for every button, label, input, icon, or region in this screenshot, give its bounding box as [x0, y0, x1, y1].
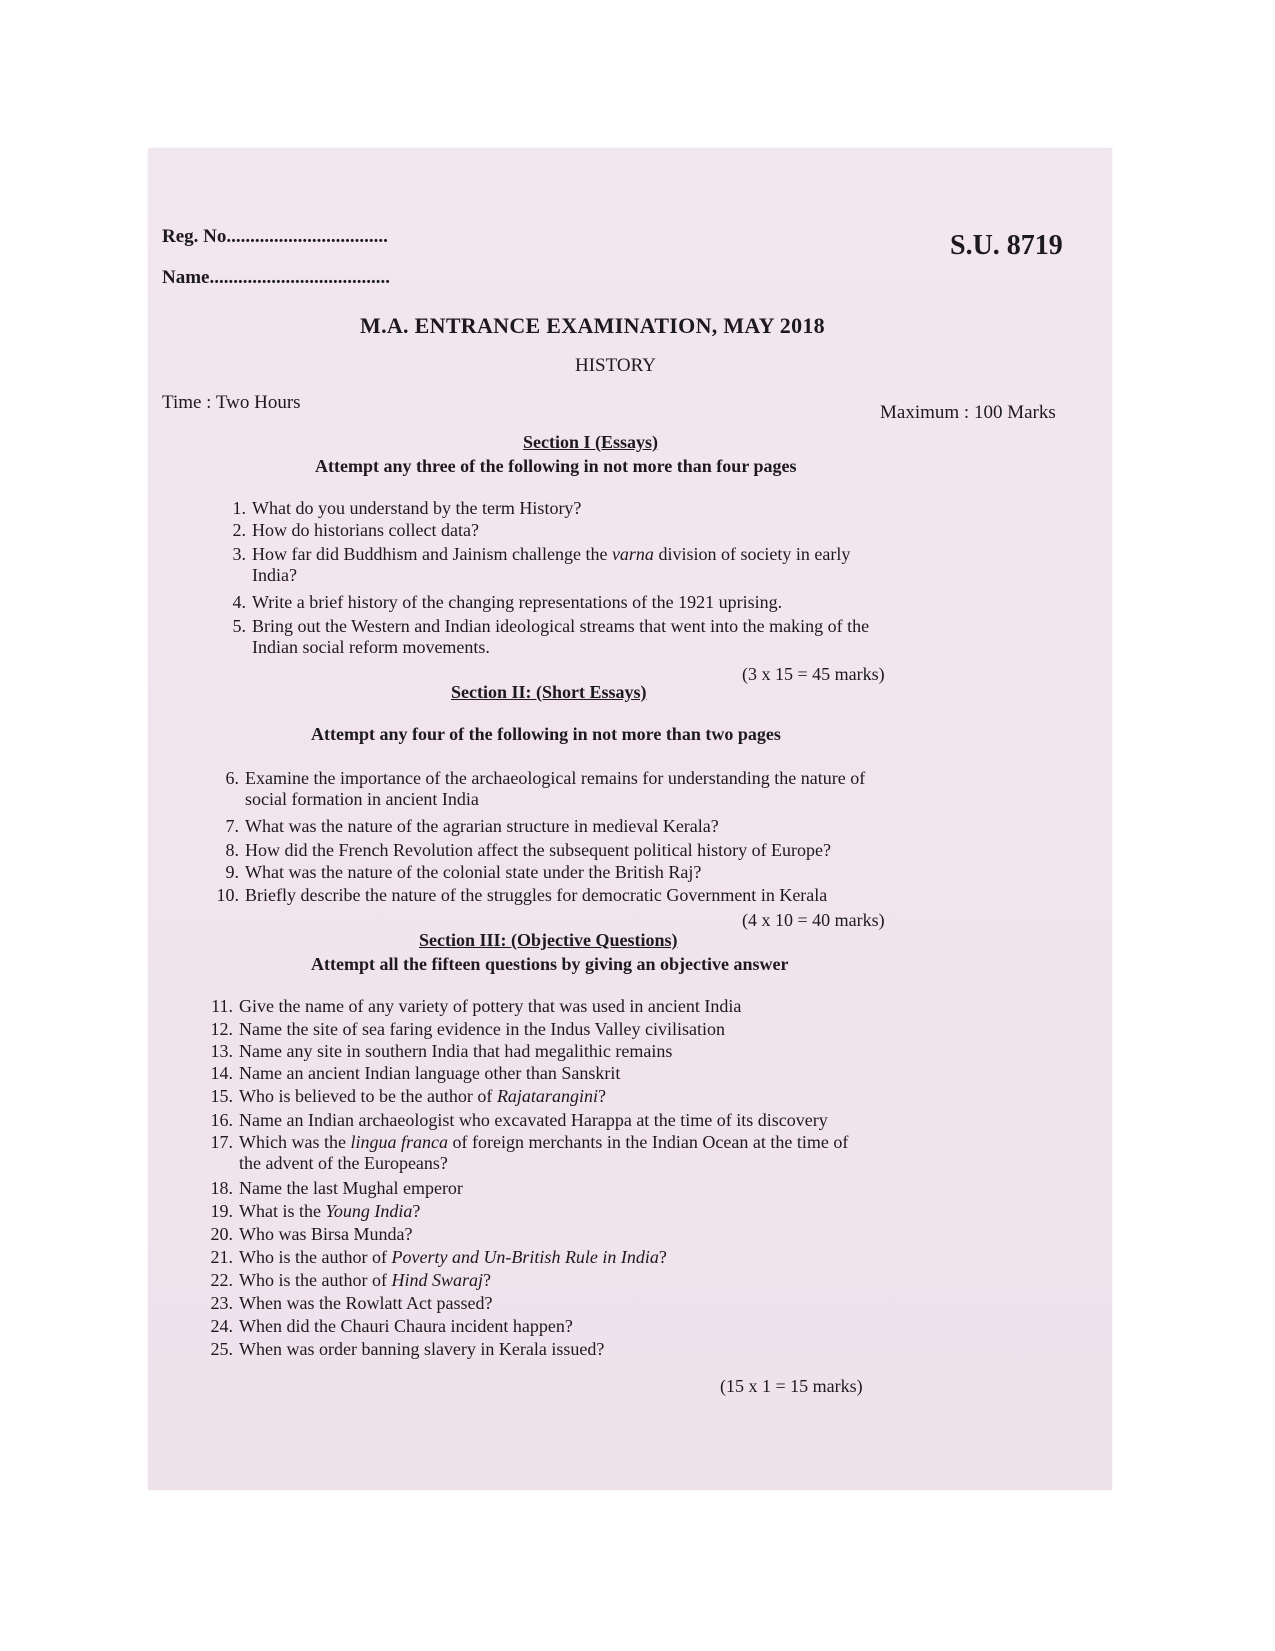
question-number: 4.: [232, 592, 246, 612]
question-emphasis: Hind Swaraj: [391, 1270, 483, 1290]
question-number: 25.: [210, 1339, 233, 1359]
question-text: When did the Chauri Chaura incident happen?: [239, 1316, 573, 1336]
question-23: [209, 1293, 492, 1314]
section2-instruction: Attempt any four of the following in not more than two pages: [311, 724, 781, 744]
question-number: 5.: [232, 616, 246, 636]
question-text: Which was the: [239, 1132, 351, 1152]
time-label: Time : Two Hours: [162, 392, 301, 413]
question-4: [222, 592, 782, 613]
question-text: ?: [597, 1086, 606, 1106]
question-17: [209, 1132, 848, 1174]
question-number: 22.: [210, 1270, 233, 1290]
question-number: 11.: [211, 996, 233, 1016]
question-text: How do historians collect data?: [252, 520, 479, 540]
question-text: Name any site in southern India that had megalithic remains: [239, 1041, 673, 1061]
question-text: What is the: [239, 1201, 326, 1221]
section3-instruction: Attempt all the fifteen questions by giving an objective answer: [311, 954, 789, 974]
section3-heading: Section III: (Objective Questions): [419, 930, 678, 950]
question-number: 2.: [232, 520, 246, 540]
question-text: Who is the author of: [239, 1270, 392, 1290]
question-number: 21.: [210, 1247, 233, 1267]
question-text: Who was Birsa Munda?: [239, 1224, 413, 1244]
question-8: [215, 840, 831, 861]
question-number: 14.: [210, 1063, 233, 1083]
question-number: 18.: [210, 1178, 233, 1198]
question-9: [215, 862, 701, 883]
question-emphasis: Young India: [325, 1201, 413, 1221]
exam-title: M.A. ENTRANCE EXAMINATION, MAY 2018: [360, 313, 825, 338]
subject-title: HISTORY: [575, 355, 656, 376]
question-number: 16.: [210, 1110, 233, 1130]
question-text: Name the site of sea faring evidence in the Indus Valley civilisation: [239, 1019, 726, 1039]
section2-marks: (4 x 10 = 40 marks): [742, 910, 885, 930]
question-25: [209, 1339, 604, 1360]
section3-marks: (15 x 1 = 15 marks): [720, 1376, 863, 1396]
section1-heading: Section I (Essays): [523, 432, 659, 452]
question-text: Bring out the Western and Indian ideological streams that went into the making of the: [252, 616, 870, 636]
name-field: Name......................................: [162, 267, 390, 288]
question-number: 20.: [210, 1224, 233, 1244]
question-text: Name the last Mughal emperor: [239, 1178, 463, 1198]
section1-marks: (3 x 15 = 45 marks): [742, 664, 885, 684]
question-text-continued: the advent of the Europeans?: [239, 1153, 448, 1173]
question-text: ?: [658, 1247, 667, 1267]
question-text: ?: [482, 1270, 491, 1290]
question-text: How far did Buddhism and Jainism challenge the: [252, 544, 612, 564]
question-21: [209, 1247, 667, 1268]
question-emphasis: Rajatarangini: [496, 1086, 598, 1106]
question-text: Examine the importance of the archaeological remains for understanding the nature of: [245, 768, 866, 788]
question-number: 7.: [225, 816, 239, 836]
question-emphasis: varna: [611, 544, 654, 564]
question-text: When was the Rowlatt Act passed?: [239, 1293, 493, 1313]
question-number: 12.: [210, 1019, 233, 1039]
question-number: 1.: [232, 498, 246, 518]
question-22: [209, 1270, 491, 1291]
question-13: [209, 1041, 672, 1062]
question-number: 23.: [210, 1293, 233, 1313]
question-3: [222, 544, 850, 586]
question-text-continued: social formation in ancient India: [245, 789, 479, 809]
section2-heading: Section II: (Short Essays): [451, 682, 647, 702]
question-10: [215, 885, 827, 906]
question-11: [209, 996, 741, 1017]
question-12: [209, 1019, 725, 1040]
question-text: Give the name of any variety of pottery that was used in ancient India: [239, 996, 742, 1016]
question-14: [209, 1063, 620, 1084]
question-16: [209, 1110, 828, 1131]
question-text: How did the French Revolution affect the subsequent political history of Europe?: [245, 840, 832, 860]
question-emphasis: lingua franca: [350, 1132, 448, 1152]
section1-instruction: Attempt any three of the following in not more than four pages: [315, 456, 797, 476]
paper-code: S.U. 8719: [950, 230, 1063, 261]
question-24: [209, 1316, 573, 1337]
question-19: [209, 1201, 420, 1222]
question-text: What do you understand by the term History?: [252, 498, 582, 518]
question-number: 19.: [210, 1201, 233, 1221]
question-emphasis: Poverty and Un-British Rule in India: [391, 1247, 659, 1267]
question-number: 13.: [210, 1041, 233, 1061]
question-7: [215, 816, 719, 837]
question-5: [222, 616, 869, 658]
question-15: [209, 1086, 606, 1107]
question-6: [215, 768, 865, 810]
question-text: Briefly describe the nature of the struggles for democratic Government in Kerala: [245, 885, 828, 905]
question-text: of foreign merchants in the Indian Ocean at the time of: [447, 1132, 849, 1152]
question-number: 8.: [225, 840, 239, 860]
question-text: division of society in early: [653, 544, 851, 564]
question-number: 24.: [210, 1316, 233, 1336]
reg-no-field: Reg. No..................................: [162, 226, 388, 247]
question-text: Name an Indian archaeologist who excavated Harappa at the time of its discovery: [239, 1110, 828, 1130]
question-text: What was the nature of the colonial state under the British Raj?: [245, 862, 702, 882]
question-number: 3.: [232, 544, 246, 564]
question-text-continued: Indian social reform movements.: [252, 637, 490, 657]
question-20: [209, 1224, 412, 1245]
question-text: Who is believed to be the author of: [239, 1086, 497, 1106]
question-text: What was the nature of the agrarian structure in medieval Kerala?: [245, 816, 719, 836]
question-text: When was order banning slavery in Kerala issued?: [239, 1339, 605, 1359]
question-1: [222, 498, 581, 519]
question-number: 17.: [210, 1132, 233, 1152]
question-number: 15.: [210, 1086, 233, 1106]
question-text: Name an ancient Indian language other than Sanskrit: [239, 1063, 621, 1083]
max-marks-label: Maximum : 100 Marks: [880, 402, 1056, 423]
question-text-continued: India?: [252, 565, 297, 585]
question-number: 9.: [225, 862, 239, 882]
question-text: Write a brief history of the changing representations of the 1921 uprising.: [252, 592, 783, 612]
question-2: [222, 520, 479, 541]
question-text: ?: [412, 1201, 421, 1221]
question-number: 10.: [216, 885, 239, 905]
question-text: Who is the author of: [239, 1247, 392, 1267]
question-number: 6.: [225, 768, 239, 788]
question-18: [209, 1178, 463, 1199]
